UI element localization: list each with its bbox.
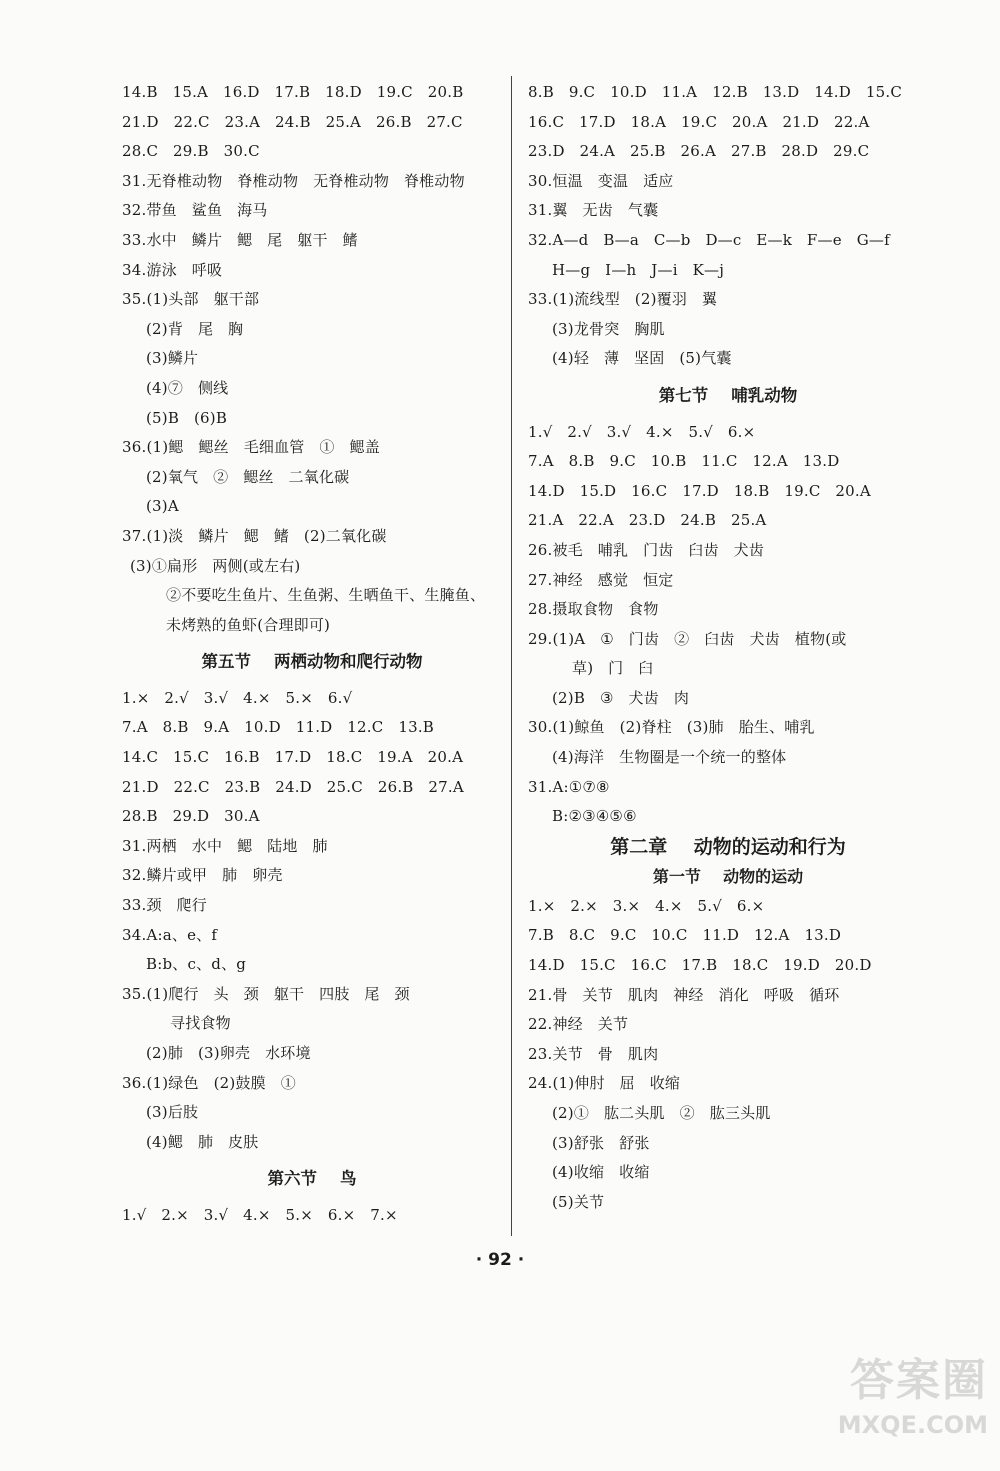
answer-line: 28.摄取食物 食物 [528,600,659,619]
answer-line: 23.D 24.A 25.B 26.A 27.B 28.D 29.C [528,142,870,161]
answer-line: 草) 门 臼 [572,659,654,678]
answer-line: 14.D 15.C 16.C 17.B 18.C 19.D 20.D [528,956,872,975]
answer-line: 35.(1)头部 躯干部 [122,290,260,309]
section-heading: 第一节 动物的运动 [652,866,804,886]
answer-line: (2)肺 (3)卵壳 水环境 [146,1044,311,1062]
answer-line: 21.A 22.A 23.D 24.B 25.A [528,511,767,530]
answer-line: (2)① 肱二头肌 ② 肱三头肌 [552,1104,771,1122]
answer-line: 8.B 9.C 10.D 11.A 12.B 13.D 14.D 15.C [528,83,902,101]
answer-line: 7.A 8.B 9.A 10.D 11.D 12.C 13.B [122,718,435,737]
answer-line: 16.C 17.D 18.A 19.C 20.A 21.D 22.A [528,112,870,131]
answer-line: 14.B 15.A 16.D 17.B 18.D 19.C 20.B [122,83,464,101]
answer-line: 7.B 8.C 9.C 10.C 11.D 12.A 13.D [528,926,842,945]
watermark-logo: 答案圈 [850,1355,988,1406]
answer-line: 26.被毛 哺乳 门齿 臼齿 犬齿 [528,540,765,559]
answer-line: 7.A 8.B 9.C 10.B 11.C 12.A 13.D [528,452,840,471]
answer-line: 28.B 29.D 30.A [122,807,260,826]
answer-line: (3)舒张 舒张 [552,1133,650,1152]
answer-line: 33.颈 爬行 [122,896,207,915]
answer-line: 1.× 2.× 3.× 4.× 5.√ 6.× [528,896,765,915]
answer-line: (2)B ③ 犬齿 肉 [552,688,690,707]
answer-line: 28.C 29.B 30.C [122,142,260,161]
answer-line: (4)轻 薄 坚固 (5)气囊 [552,349,732,368]
answer-line: 31.A:①⑦⑧ [528,777,610,796]
answer-line: 21.D 22.C 23.B 24.D 25.C 26.B 27.A [122,777,464,796]
answer-line: 1.× 2.√ 3.√ 4.× 5.× 6.√ [122,688,353,707]
answer-line: 21.D 22.C 23.A 24.B 25.A 26.B 27.C [122,112,463,131]
watermark-site: MXQE.COM [837,1411,988,1439]
answer-line: 22.神经 关节 [528,1015,629,1034]
right-column [528,78,928,1217]
answer-line: ②不要吃生鱼片、生鱼粥、生晒鱼干、生腌鱼、 [166,586,486,605]
answer-line: 31.两栖 水中 鳃 陆地 肺 [122,836,328,855]
answer-line: 37.(1)淡 鳞片 鳃 鳍 (2)二氧化碳 [122,526,387,545]
answer-line: (3)A [146,497,179,516]
answer-line: 32.A—d B—a C—b D—c E—k F—e G—f [528,230,890,249]
answer-line: 30.(1)鲸鱼 (2)脊柱 (3)肺 胎生、哺乳 [528,718,815,737]
answer-line: 34.A:a、e、f [122,925,218,944]
answer-line: (3)龙骨突 胸肌 [552,319,665,338]
answer-line: B:②③④⑤⑥ [552,807,637,826]
answer-line: 34.游泳 呼吸 [122,260,223,279]
answer-line: 30.恒温 变温 适应 [528,171,674,190]
section-heading: 第六节 鸟 [267,1169,357,1189]
answer-line: 33.(1)流线型 (2)覆羽 翼 [528,290,718,309]
answer-line: 未烤熟的鱼虾(合理即可) [166,615,331,634]
answer-line: 31.翼 无齿 气囊 [528,201,659,220]
answer-line: (2)背 尾 胸 [146,319,244,338]
answer-line: (4)收缩 收缩 [552,1163,650,1182]
answer-line: 24.(1)伸肘 屈 收缩 [528,1074,681,1093]
answer-line: 31.无脊椎动物 脊椎动物 无脊椎动物 脊椎动物 [122,171,465,190]
answer-line: 23.关节 骨 肌肉 [528,1044,659,1063]
answer-line: (4)⑦ 侧线 [146,378,229,397]
answer-line: (3)①扁形 两侧(或左右) [130,556,301,575]
answer-line: 27.神经 感觉 恒定 [528,570,674,589]
answer-line: B:b、c、d、g [146,955,247,974]
answer-line: 32.带鱼 鲨鱼 海马 [122,201,268,220]
answer-line: (3)后肢 [146,1103,199,1122]
answer-line: 33.水中 鳞片 鳃 尾 躯干 鳍 [122,230,358,249]
answer-line: (4)鳃 肺 皮肤 [146,1132,259,1151]
answer-line: 14.C 15.C 16.B 17.D 18.C 19.A 20.A [122,748,464,767]
column-divider [511,76,512,1236]
answer-line: 1.√ 2.× 3.√ 4.× 5.× 6.× 7.× [122,1205,398,1224]
answer-line: 36.(1)绿色 (2)鼓膜 ① [122,1073,296,1092]
answer-line: 寻找食物 [170,1014,231,1033]
answer-line: (5)B (6)B [146,408,228,427]
answer-line: H—g I—h J—i K—j [552,260,725,279]
answer-line: 21.骨 关节 肌肉 神经 消化 呼吸 循环 [528,985,840,1004]
answer-line: 14.D 15.D 16.C 17.D 18.B 19.C 20.A [528,481,871,500]
left-column [122,78,502,1231]
answer-line: 1.√ 2.√ 3.√ 4.× 5.√ 6.× [528,422,756,441]
answer-line: 29.(1)A ① 门齿 ② 臼齿 犬齿 植物(或 [528,629,847,648]
answer-line: (2)氧气 ② 鳃丝 二氧化碳 [146,467,350,486]
answer-line: 35.(1)爬行 头 颈 躯干 四肢 尾 颈 [122,984,410,1003]
chapter-heading: 第二章 动物的运动和行为 [610,835,846,858]
section-heading: 第七节 哺乳动物 [658,385,798,405]
page-number: · 92 · [475,1250,525,1270]
watermark [808,1351,988,1461]
answer-line: 36.(1)鳃 鳃丝 毛细血管 ① 鳃盖 [122,438,380,457]
answer-line: (5)关节 [552,1192,605,1211]
section-heading: 第五节 两栖动物和爬行动物 [201,652,423,672]
answer-line: 32.鳞片或甲 肺 卵壳 [122,866,283,885]
answer-line: (4)海洋 生物圈是一个统一的整体 [552,748,787,767]
answer-line: (3)鳞片 [146,349,199,368]
